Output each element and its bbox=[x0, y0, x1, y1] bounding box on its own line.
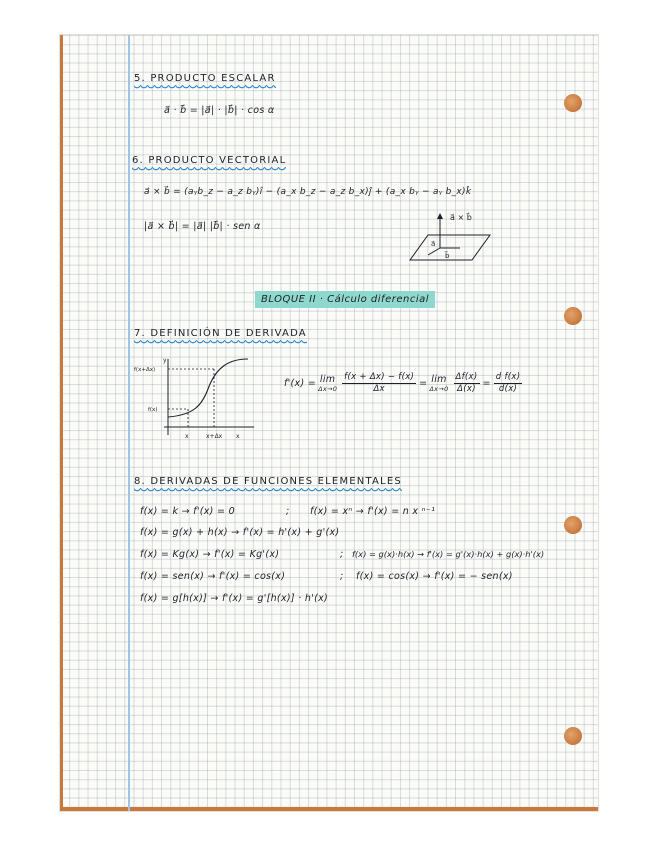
section-5-title: 5. PRODUCTO ESCALAR bbox=[134, 73, 276, 84]
equals-sign: = bbox=[419, 378, 428, 389]
y-bottom-label: f(x) bbox=[148, 407, 158, 413]
page-left-edge bbox=[60, 35, 63, 811]
leibniz-quotient bbox=[494, 372, 523, 395]
limit-2-word: lim bbox=[431, 374, 447, 385]
rule-sine: f(x) = sen(x) → f'(x) = cos(x) bbox=[140, 571, 286, 582]
vector-a-label: a⃗ bbox=[431, 240, 436, 248]
x-axis-label: x bbox=[236, 433, 240, 440]
binder-hole bbox=[564, 727, 582, 745]
function-curve bbox=[168, 359, 248, 417]
binder-hole bbox=[564, 307, 582, 325]
x-tick-label-2: x+Δx bbox=[206, 433, 223, 440]
limit-2-subscript: Δx→0 bbox=[429, 385, 449, 393]
delta-quotient bbox=[454, 372, 480, 395]
derivative-definition bbox=[284, 372, 525, 395]
derivative-lhs: f'(x) = bbox=[284, 378, 317, 389]
binder-hole bbox=[564, 516, 582, 534]
vector-b-line bbox=[428, 248, 440, 255]
binder-hole bbox=[564, 94, 582, 112]
separator: ; bbox=[340, 571, 344, 582]
difference-quotient-denominator: Δx bbox=[373, 384, 385, 394]
page-bottom-edge bbox=[60, 807, 598, 811]
rule-product: f(x) = g(x)·h(x) → f'(x) = g'(x)·h(x) + g(x)·h'(x) bbox=[352, 549, 545, 559]
cross-vector-label: a⃗ × b⃗ bbox=[450, 213, 472, 222]
leibniz-denominator: d(x) bbox=[498, 384, 518, 394]
scalar-product-formula: a⃗ · b⃗ = |a⃗| · |b⃗| · cos α bbox=[164, 105, 275, 116]
cross-vector-arrowhead bbox=[437, 213, 443, 219]
rule-power: f(x) = xⁿ → f'(x) = n x ⁿ⁻¹ bbox=[310, 506, 436, 517]
rule-cosine: f(x) = cos(x) → f'(x) = − sen(x) bbox=[356, 571, 513, 582]
limit-1 bbox=[318, 374, 337, 393]
section-6-title: 6. PRODUCTO VECTORIAL bbox=[132, 155, 287, 166]
vector-b-label: b⃗ bbox=[445, 252, 450, 260]
block-heading-highlight: BLOQUE II · Cálculo diferencial bbox=[255, 291, 435, 308]
cross-product-formula: a⃗ × b⃗ = (aᵧb_z − a_z bᵧ)î − (a_x b_z − a_z b_x)ĵ + (a_x bᵧ − aᵧ b_x)k̂ bbox=[144, 187, 472, 197]
separator: ; bbox=[340, 549, 344, 560]
limit-1-subscript: Δx→0 bbox=[318, 385, 338, 393]
cross-product-figure bbox=[398, 210, 508, 266]
rule-constant: f(x) = k → f'(x) = 0 bbox=[140, 506, 235, 517]
delta-quotient-numerator: Δf(x) bbox=[455, 372, 478, 382]
derivative-graph bbox=[124, 353, 254, 449]
delta-quotient-denominator: Δ(x) bbox=[457, 384, 476, 394]
y-top-label: f(x+Δx) bbox=[134, 367, 156, 373]
limit-1-word: lim bbox=[319, 374, 336, 385]
section-7-title: 7. DEFINICIÓN DE DERIVADA bbox=[134, 328, 307, 339]
x-tick-label-1: x bbox=[185, 433, 189, 440]
rule-chain: f(x) = g[h(x)] → f'(x) = g'[h(x)] · h'(x) bbox=[140, 593, 329, 604]
difference-quotient-numerator: f(x + Δx) − f(x) bbox=[344, 372, 415, 382]
cross-product-magnitude-formula: |a⃗ × b⃗| = |a⃗| |b⃗| · sen α bbox=[144, 221, 261, 232]
equals-sign: = bbox=[482, 378, 491, 389]
notebook-page bbox=[60, 35, 598, 811]
section-8-title: 8. DERIVADAS DE FUNCIONES ELEMENTALES bbox=[134, 476, 402, 487]
y-axis-label: y bbox=[163, 357, 167, 364]
difference-quotient bbox=[342, 372, 416, 395]
leibniz-numerator: d f(x) bbox=[495, 372, 521, 382]
rule-constant-multiple: f(x) = Kg(x) → f'(x) = Kg'(x) bbox=[140, 549, 280, 560]
rule-sum: f(x) = g(x) + h(x) → f'(x) = h'(x) + g'(x) bbox=[140, 527, 340, 538]
separator: ; bbox=[286, 506, 290, 517]
limit-2 bbox=[429, 374, 448, 393]
